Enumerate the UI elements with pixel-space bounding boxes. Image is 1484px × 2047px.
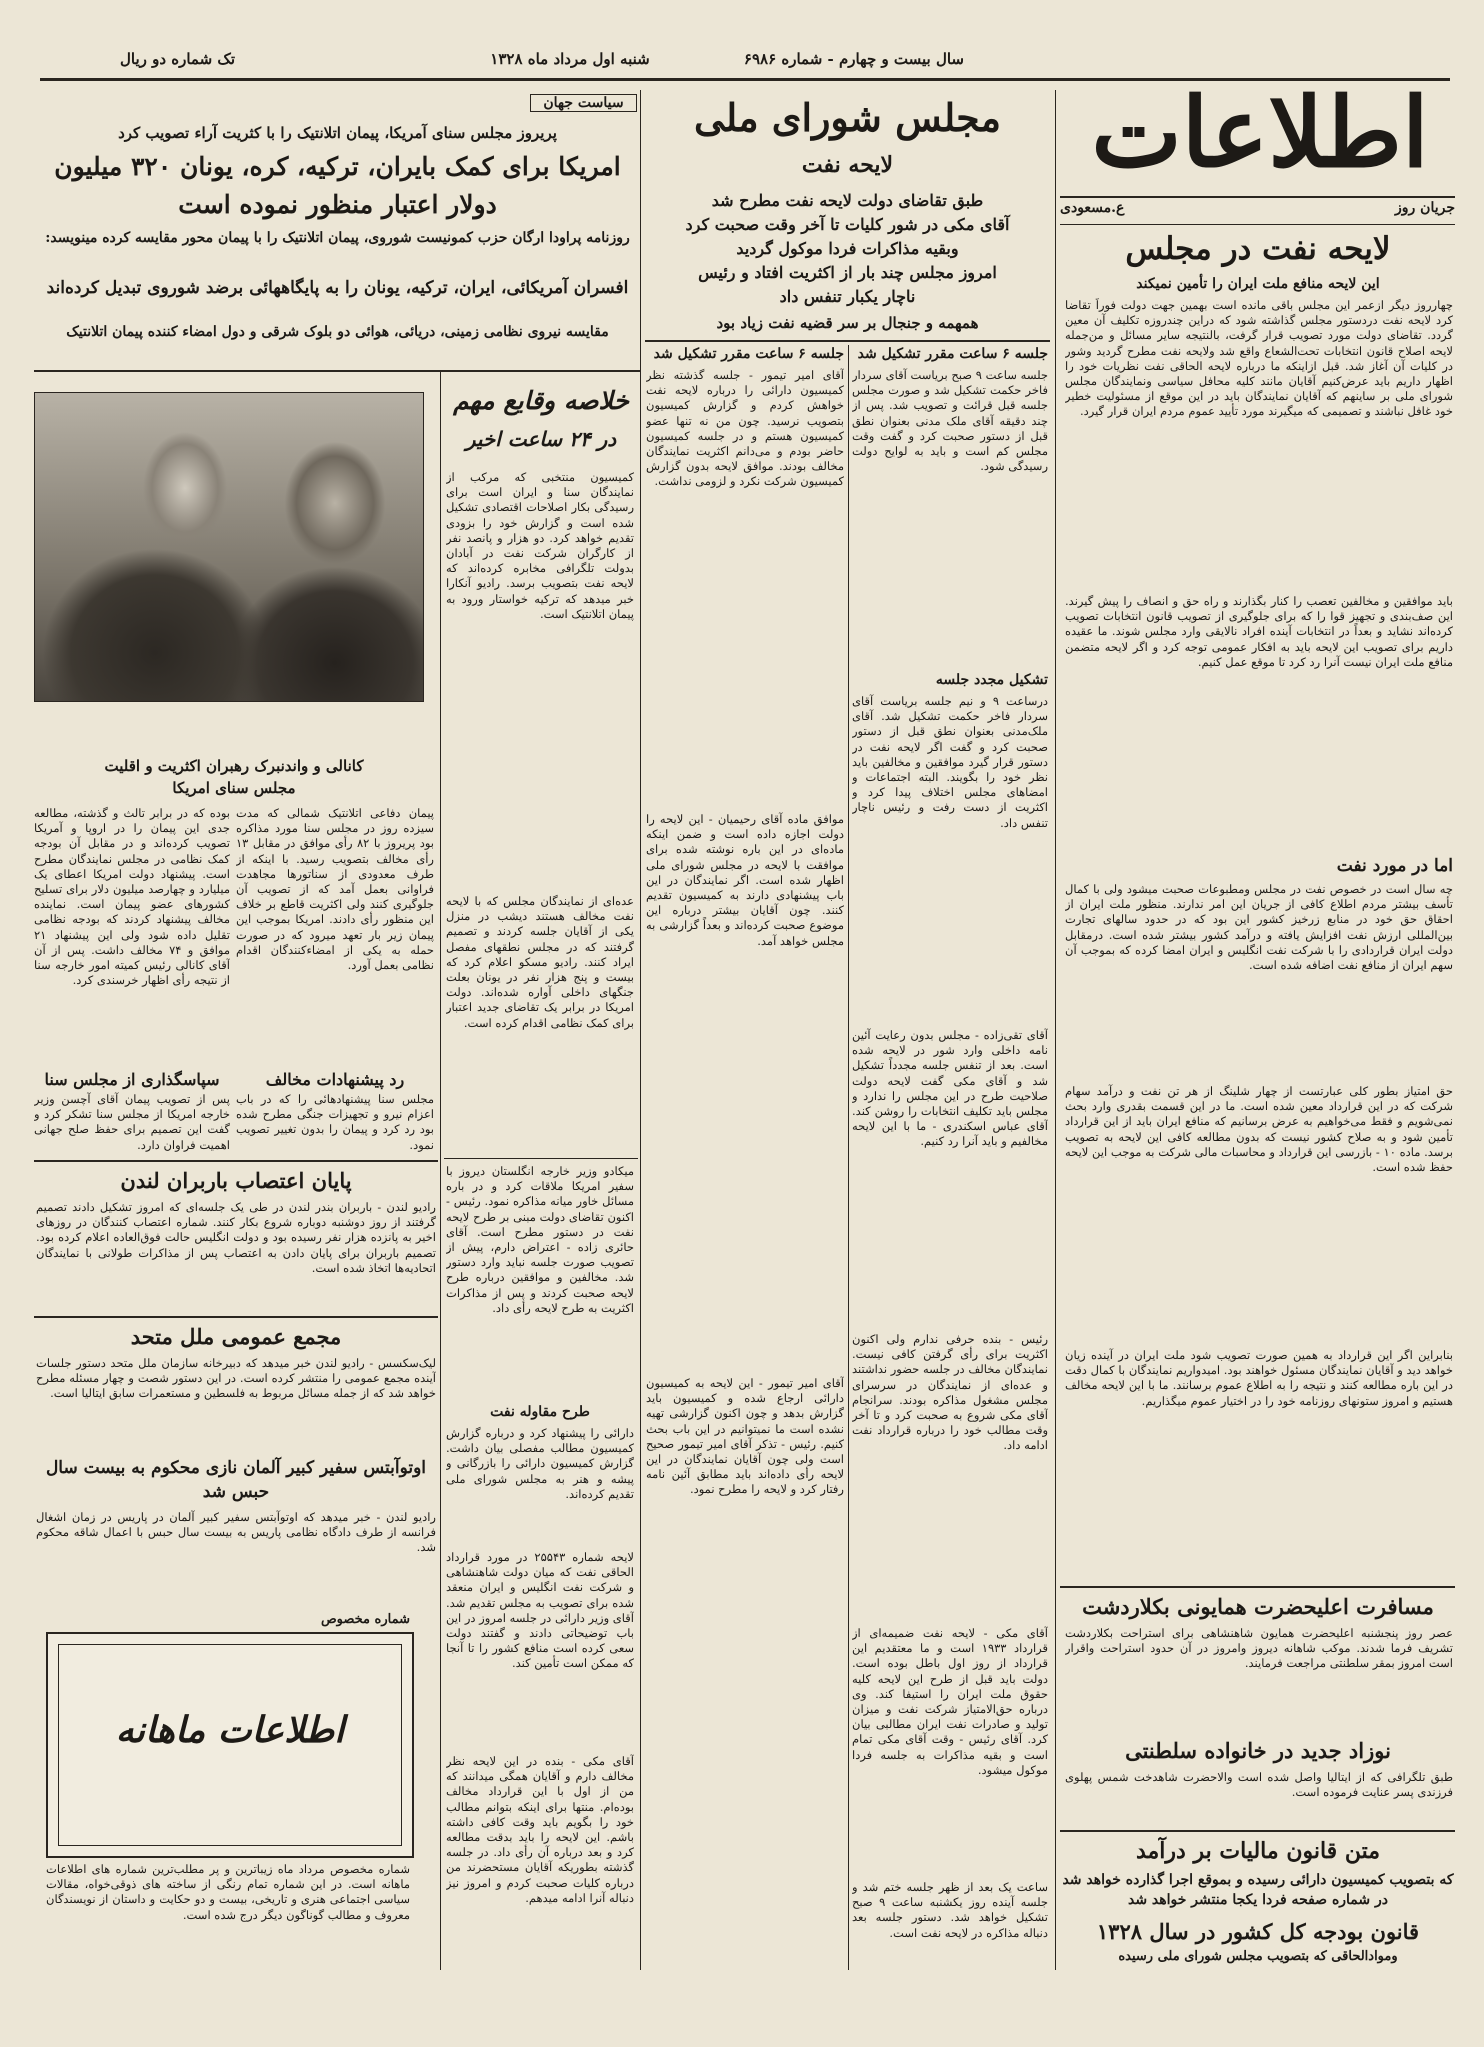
headline-budget: قانون بودجه کل کشور در سال ۱۳۲۸ [1096,1919,1420,1944]
newspaper-logo: اطلاعات [1091,76,1429,189]
lede-line: روزنامه پراودا ارگان حزب کمونیست شوروی، پیمان اتلانتیک را با پیمان محور مقایسه کرده مینویسد: [45,230,630,246]
subheadline: این لایحه منافع ملت ایران را تأمین نمیکند [1136,276,1380,292]
article-body: جلسه ساعت ۹ صبح بریاست آقای سردار فاخر حکمت تشکیل شد و صورت مجلس جلسه قبل قرائت و تصویب شد. پس از چند دقیقه آقای ملک مدنی بعنوان نطق قبل از دستور صحبت کرد و گفت وقت مجلس کم است و باید به لوایح دولت رسیدگی شود. [852,368,1048,474]
lede-line: وبقیه مذاکرات فردا موکول گردید [736,239,959,258]
summary-title: خلاصه وقایع مهم [453,386,629,415]
section-rule [34,1316,438,1318]
article-body: پس از تصویب پیمان آقای آچسن وزیر خارجه امریکا از مجلس سنا تشکر کرد و گفت این تصمیم برای حفظ صلح جهانی اهمیت فراوان دارد. [34,1092,230,1152]
section-rule [34,1160,438,1162]
article-body: بوده که در برابر تالث و گذشته، مطالعه جدی این پیمان را در اروپا و آمریکا تصویب کرده‌اند و در مقابل آن بودجه کمک نظامی در مجلس نمایندگان مطرح است. پیشنهاد دولت امریکا اعطای یک میلیارد و چهارصد میلیون دلار برای تسلیح کشورهای عضو پیمان است. نماینده مخالف پیشنهاد کردند که بودجه نظامی تقلیل داده شود ولی این پیشنهاد ۲۱ موافق و ۷۴ مخالف داشت. پس از آن آقای کانالی رئیس کمیته امور خارجه سنا از نتیجه رأی اظهار خرسندی کرد. [34,806,230,988]
summary-subtitle: در ۲۴ ساعت اخیر [465,427,617,451]
headline-un-assembly: مجمع عمومی ملل متحد [130,1324,342,1349]
issue-info: سال بیست و چهارم - شماره ۶۹۸۶ [743,50,964,68]
lede-line: مقایسه نیروی نظامی زمینی، دریائی، هوائی دو بلوک شرقی و دول امضاء کننده پیمان اتلانتیک [66,324,609,340]
notice-income-tax: که بتصویب کمیسیون دارائی رسیده و بموقع اجرا گذارده خواهد شد در شماره صفحه فردا یکجا منتشر خواهد شد [1062,1872,1454,1908]
article-body: عده‌ای از نمایندگان مجلس که با لایحه نفت مخالف هستند دیشب در منزل یکی از آقایان جلسه کردند و تصمیم گرفتند که در مجلس نطقهای مفصل ایراد کنند. رادیو مسکو اعلام کرد که بیست و پنج هزار نفر در یونان بعلت جنگهای داخلی آواره شده‌اند. دولت امریکا در برابر یک تقاضای جدید اعتبار برای کمک نظامی اقدام کرده است. [446,894,634,1030]
lede-line: طبق تقاضای دولت لایحه نفت مطرح شد [711,191,984,210]
section-rule [645,340,1050,342]
headline-royal-trip: مسافرت اعلیحضرت همایونی بکلاردشت [1082,1594,1434,1619]
lede-line: افسران آمریکائی، ایران، ترکیه، یونان را به پایگاههائی برضد شوروی تبدیل کرده‌اند [46,278,629,298]
section-label: سیاست جهان [530,94,637,112]
article-body: آقای امیر تیمور - جلسه گذشته نظر کمیسیون دارائی را درباره لایحه نفت خواهش کردم و گزارش کمیسیون بتصویب نرسید. چون من نه تنها عضو کمیسیون هستم و در جلسه کمیسیون حاضر بودم و می‌دانم اکثریت نمایندگان مخالف بودند. موافق لایحه بدون گزارش کمیسیون شرکت نکرد و لزومی نداشت. [646,368,844,489]
article-body: باید موافقین و مخالفین تعصب را کنار بگذارند و راه حق و انصاف را پیش گیرند. این صف‌بندی و تجهیز قوا را که برای جلوگیری از تصویب قانون انتخابات تصویب کرده‌اند نشاید و بعداً در انتخابات آینده افراد نالایقی وارد مجلس شوند. ما عقیده داریم برای تصویب این لایحه باید به افکار عمومی توجه کرد و اگر لایحه متضمن منافع ملت ایران نیست آنرا رد کرد تا موقع عمل کنیم. [1065,594,1453,669]
headline-income-tax: متن قانون مالیات بر درآمد [1135,1838,1381,1864]
article-body: آقای مکی - بنده در این لایحه نظر مخالف دارم و آقایان همگی میدانند که من از اول با این قرارداد مخالف بوده‌ام. منتها برای اینکه بتوانم مطالب خود را بگویم باید وقت کافی داشته باشم. این لایحه را باید بدقت مطالعه کرد و بعد درباره آن رأی داد. در جلسه گذشته بطوریکه آقایان مستحضرند من درباره کلیات صحبت کردم و امروز نیز دنباله آنرا ادامه میدهم. [446,1754,634,1905]
lede-line: ناچار یکبار تنفس داد [779,287,916,306]
article-subhead: تشکیل مجدد جلسه [935,672,1048,688]
magazine-ad [46,1632,414,1858]
article-body: لیک‌سکسس - رادیو لندن خبر میدهد که دبیرخانه سازمان ملل متحد دستور جلسات آینده مجمع عمومی را منتشر کرده است. در این دستور شصت و چهار مسئله مطرح خواهد شد که از جمله مسائل مربوط به فلسطین و مستعمرات سابق ایتالیا است. [36,1356,436,1401]
lede-line: آقای مکی در شور کلیات تا آخر وقت صحبت کرد [685,215,1010,234]
section-rule [1060,1586,1455,1588]
article-body: بنابراین اگر این قرارداد به همین صورت تصویب شود ملت ایران در آینده زیان خواهد دید و آقایان نمایندگان مسئول خواهند بود. امیدواریم نمایندگان با کمال دقت در این باره مطالعه کنند و نتیجه را به اطلاع عموم برسانند. ما با این لایحه مخالف هستیم و امروز ستونهای روزنامه خود را در اختیار عموم میگذاریم. [1065,1348,1453,1408]
issue-date: شنبه اول مرداد ماه ۱۳۲۸ [490,50,650,68]
column-author: ع.مسعودی [1060,200,1125,216]
article-body: دارائی را پیشنهاد کرد و درباره گزارش کمیسیون مطالب مفصلی بیان داشت. گزارش کمیسیون دارائی را بازرگانی و پیشه و هنر به مجلس شورای ملی تقدیم کرده‌اند. [446,1426,634,1501]
headline-oil-bill: لایحه نفت در مجلس [1125,231,1391,267]
section-rule [444,1158,638,1159]
article-body: درساعت ۹ و نیم جلسه بریاست آقای سردار فاخر حکمت تشکیل شد. آقای ملک‌مدنی بعنوان نطق قبل از دستور صحبت کرد و گفت اگر لایحه نفت در دستور قرار گیرد موافقین و مخالفین باید نظر خود را بگویند. البته اجتماعات و امضاهای مجلس اختلاف پیدا کرد و اکثریت از دست رفت و رئیس ناچار تنفس داد. [852,694,1048,830]
headline-royal-birth: نوزاد جدید در خانواده سلطنتی [1125,1738,1391,1763]
article-body: میکادو وزیر خارجه انگلستان دیروز با سفیر امریکا ملاقات کرد و در باره مسائل خاور میانه مذاکره نمود. رئیس - اکنون تقاضای دولت مبنی بر طرح لایحه نفت در دستور مطرح است. آقای حائری زاده - اعتراض دارم، پیش از تصویب صورت جلسه نباید وارد دستور شد. مخالفین و موافقین درباره طرح لایحه صحبت کردند و پس از مذاکرات اکثریت به طرح لایحه رأی داد. [446,1164,634,1315]
article-body: عصر روز پنجشنبه اعلیحضرت همایون شاهنشاهی برای استراحت بکلاردشت تشریف فرما شدند. موکب شاهانه دیروز وامروز در آن حدود استراحت واقرار است امروز بمقر سلطنتی مراجعت فرمایند. [1065,1626,1453,1671]
headline-oil-bill-sub: لایحه نفت [801,152,894,178]
issue-price: تک شماره دو ریال [120,50,235,68]
magazine-ad-text: شماره مخصوص مرداد ماه زیباترین و پر مطلب‌ترین شماره های اطلاعات ماهانه است. در این شماره تمام رنگی از ساخته های ذوقی‌خواه، مقالات سیاسی اجتماعی هنری و تاریخی، بیست و دو حکایت و داستان از نویسندگان معروف و مطالب گوناگون دیگر درج شده است. [46,1862,410,1922]
section-rule [34,370,640,372]
article-subhead: طرح مقاوله نفت [490,1404,590,1420]
article-subhead: رد پیشنهادات مخالف [265,1070,405,1089]
section-rule [1060,196,1455,198]
article-body: آقای مکی - لایحه نفت ضمیمه‌ای از قرارداد ۱۹۳۳ است و ما معتقدیم این قرارداد از روز اول باطل بوده است. دولت باید قبل از طرح این لایحه کلیه حقوق ملت ایران را استیفا کند. وی درباره حق‌الامتیاز شرکت نفت و میزان تولید و صادرات نفت ایران مطالبی بیان کرد. آقای رئیس - وقت آقای مکی تمام است و بقیه مذاکرات به جلسه فردا موکول میشود. [852,1626,1048,1777]
headline-majlis: مجلس شورای ملی [693,95,1002,140]
headline-abetz: اوتوآبتس سفیر کبیر آلمان نازی محکوم به بیست سال حبس شد [45,1458,427,1502]
headline-london-strike: پایان اعتصاب باربران لندن [120,1168,352,1193]
article-body: آقای تقی‌زاده - مجلس بدون رعایت آئین نامه داخلی وارد شور در لایحه شده است. بعد از تنفس جلسه مجدداً تشکیل شد و آقای مکی گفت لایحه دولت صلاحیت طرح در این مجلس را ندارد و مجلس باید تکلیف انتخابات را روشن کند. آقای عباس اسکندری - ما با این لایحه مخالفیم و باید آنرا رد کنیم. [852,1028,1048,1149]
headline-us-aid: امریکا برای کمک بایران، ترکیه، کره، یونان ۳۲۰ میلیون [54,152,621,181]
article-body: طبق تلگرافی که از ایتالیا واصل شده است والاحضرت شاهدخت شمس پهلوی فرزندی پسر عنایت فرموده است. [1065,1770,1453,1800]
article-body: پیمان دفاعی اتلانتیک شمالی که مدت سیزده روز در مجلس سنا مورد مذاکره بود پریروز با ۸۲ رأی موافق در مقابل ۱۳ رأی مخالف بتصویب رسید. با اینکه از طرف معدودی از سناتورها مجاهدت فراوانی بعمل آمد که از تصویب آن جلوگیری کنند ولی اکثریت قاطع بر خلاف این منظور رأی دادند. امریکا بموجب این پیمان زیر بار تعهد میرود که در صورت حمله به یکی از امضاءکنندگان اقدام نظامی بعمل آورد. [236,806,434,973]
photo-senators [34,392,424,702]
photo-caption: مجلس سنای امریکا [172,779,296,797]
magazine-ad-frame [58,1644,402,1846]
special-issue-label: شماره مخصوص [320,1612,410,1627]
article-subhead: جلسه ۶ ساعت مقرر تشکیل شد [653,346,844,362]
section-rule [1060,1830,1455,1832]
article-body: حق امتیاز بطور کلی عبارتست از چهار شلینگ از هر تن نفت و درآمد سهام شرکت که در این قرارداد معین شده است. ما در این قسمت بقدری وارد بحث نمی‌شویم و فقط می‌خواهیم به عرض برسانیم که منافع ایران باید از این قرارداد تأمین شود و به صلاح کشور نیست که بدون مطالعه کافی این لایحه به تصویب برسد. ماده ۱۰ - بازرسی این قرارداد و محاسبات مالی شرکت به موجب این لایحه حفظ شده است. [1065,1084,1453,1175]
article-body: موافق ماده آقای رحیمیان - این لایحه را دولت اجازه داده است و ضمن اینکه ماده‌ای در این باره نوشته شده برای موافقت با لایحه در مجلس شورای ملی اظهار شده است. اگر نمایندگان در این باب پیشنهادی دارند به کمیسیون تقدیم کنند. چون آقایان بیشتر درباره این موضوع صحبت کرده‌اند و بعداً گزارشی به مجلس خواهد آمد. [646,812,844,948]
article-subhead: جلسه ۶ ساعت مقرر تشکیل شد [857,346,1048,362]
article-body: لایحه شماره ۲۵۵۴۳ در مورد قرارداد الحاقی نفت که میان دولت شاهنشاهی و شرکت نفت انگلیس و ایران منعقد شده برای تصویب به مجلس تقدیم شد. آقای وزیر دارائی در جلسه امروز در این باب توضیحاتی دادند و گفتند دولت سعی کرده است منافع کشور را تا آنجا که ممکن است تأمین کند. [446,1550,634,1671]
column-divider [848,345,849,1970]
column-label: جریان روز [1395,200,1455,216]
article-body: رادیو لندن - خبر میدهد که اوتوآبتس سفیر کبیر آلمان در پاریس در زمان اشغال فرانسه از طرف دادگاه نظامی پاریس به بیست سال حبس با اعمال شاقه محکوم شد. [36,1510,436,1555]
article-body: چهارروز دیگر ازعمر این مجلس باقی مانده است بهمین جهت دولت فوراً تقاضا کرد لایحه نفت دردستور مجلس گذاشته شود که دراین چندروزه تکلیف آن معین گردد. تقاضای دولت مورد تصویب قرار گرفت، بالنتیجه سایر مسائل و من‌جمله لایحه اصلاح قانون انتخابات تحت‌الشعاع واقع شد ولایحه نفت مطرح گردید وشور در کلیات آن آغاز شد. قبل ازاینکه ما درباره لایحه الحاقی نفت نظریات خود را اظهار داریم باید عرض‌کنیم آقایان مانند کلیه محافل سیاسی ونمایندگان مجلس شورای ملی بر ساینهم که آقایان نمایندگان باید در این موقع از مسئولیت خطیر خود غافل نباشند و تصمیمی که میگیرند مورد تأیید عموم مردم ایران قرار گیرد. [1065,298,1453,419]
article-body: کمیسیون منتخبی که مرکب از نمایندگان سنا و ایران است برای رسیدگی بکار اصلاحات اقتصادی تشکیل شده است و گزارش خود را بزودی تقدیم خواهد کرد. دو هزار و پانصد نفر از کارگران شرکت نفت در آبادان بدولت تلگرافی مخابره کرده‌اند که لایحه نفت بتصویب برسد. رادیو آنکارا خبر میدهد که ترکیه خواستار ورود به پیمان اتلانتیک است. [446,470,634,621]
article-subhead: سپاسگذاری از مجلس سنا [44,1070,220,1089]
article-subhead: اما در مورد نفت [1336,856,1453,876]
lede-line: همهمه و جنجال بر سر قضیه نفت زیاد بود [716,314,979,332]
magazine-title: اطلاعات ماهانه [115,1709,345,1751]
article-body: ساعت یک بعد از ظهر جلسه ختم شد و جلسه آینده روز یکشنبه ساعت ۹ صبح تشکیل خواهد شد. دستور جلسه بعد دنباله مذاکره در لایحه نفت است. [852,1880,1048,1940]
headline-us-aid-2: دولار اعتبار منظور نموده است [178,190,497,219]
column-divider [1055,90,1056,1970]
lede-line: امروز مجلس چند بار از اکثریت افتاد و رئیس [698,263,997,282]
article-body: رئیس - بنده حرفی ندارم ولی اکنون اکثریت برای رأی گرفتن کافی نیست. نمایندگان مخالف در جلسه حضور نداشتند و عده‌ای از نمایندگان در سرسرای مجلس مشغول مذاکره بودند. سرانجام آقای مکی شروع به صحبت کرد و تا آخر وقت مطالب خود را درباره قرارداد نفت ادامه داد. [852,1332,1048,1453]
notice-budget: وموادالحاقی که بتصویب مجلس شورای ملی رسیده [1118,1949,1398,1964]
column-divider [640,90,641,1970]
article-body: مجلس سنا پیشنهادهائی را که در باب اعزام نیرو و تجهیزات جنگی مطرح شده بود رد کرد و پیمان را بدون تغییر تصویب نمود. [236,1092,434,1152]
photo-caption: کانالی و واندنبرک رهبران اکثریت و اقلیت [104,757,364,775]
section-rule [1060,224,1455,225]
article-body: چه سال است در خصوص نفت در مجلس ومطبوعات صحبت میشود ولی با کمال تأسف بیشتر مردم اطلاع کافی از جریان این امر ندارند. منظور ملت ایران از احقاق حق خود در منابع زرخیز کشور این بود که در حدود سالهای تجارت بین‌المللی ارزش نفت افزایش یافته و درآمد کشور بیشتر شده است. درمقابل دولت ایران قراردادی را با شرکت نفت انگلیس و ایران امضا کرده که بموجب آن سهم ایران از منافع نفت اضافه شده است. [1065,882,1453,973]
article-body: رادیو لندن - باربران بندر لندن در طی یک جلسه‌ای که امروز تشکیل دادند تصمیم گرفتند از روز دوشنبه دوباره شروع بکار کنند. شماره اعتصاب کنندگان در روزهای اخیر به پانزده هزار نفر رسیده بود و دولت انگلیس حالت فوق‌العاده اعلام کرده بود. تصمیم باربران برای پایان دادن به اعتصاب پس از مذاکرات طولانی با نمایندگان اتحادیه‌ها اتخاذ شده است. [36,1200,436,1275]
lede-line: پریروز مجلس سنای آمریکا، پیمان اتلانتیک را با کثریت آراء تصویب کرد [118,124,557,142]
column-divider [440,370,441,1970]
article-body: آقای امیر تیمور - این لایحه به کمیسیون دارائی ارجاع شده و کمیسیون باید گزارش بدهد و چون اکنون گزارشی تهیه نشده است ما نمیتوانیم در این باب بحث کنیم. رئیس - تذکر آقای امیر تیمور صحیح است ولی چون آقایان نمایندگان در این لایحه رأی داده‌اند باید مطابق آئین نامه رفتار کرد و لایحه را مطرح نمود. [646,1376,844,1497]
